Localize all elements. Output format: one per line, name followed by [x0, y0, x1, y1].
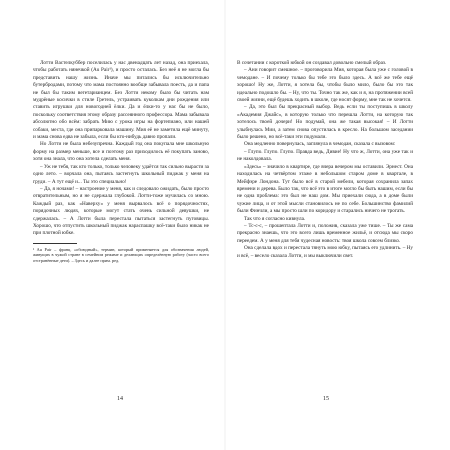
paragraph: Она медленно повернулась, заглянула в чемодан, сказала с вызовом:	[244, 141, 396, 148]
paragraph: – Тс-с-с, – прошептала Лотти и, положив, сказала уже тише. – Ты же сама прекрасно знаешь, что это всего лишь временное жильё, и отсюда мы скоро переедем. А у меня для тебя чудесная новость: твоя школа совсем близко.	[237, 222, 413, 244]
paragraph: – Да, я ночами! – настроение у меня, как и следовало ожидать, было просто отвратительным, но я не сдержала глубокой. Лотти-тоже мучилась со мною. Каждый раз, как «Наверху» у меня вырвалось всё о порядочностях, порядочных людях, которые могут стать очень сильной девушки, не сдержалась. – А Лотти была перестала пытаться застегнуть пуговицы. Хорошо, что отпустить школьный пиджак нараспашку всё-таки было никак не при плотной юбке.	[33, 185, 209, 237]
paragraph: – Глупо. Глупо. Глупо. Правда ведь, Дивие! Ну что ж, Лотти, она уже так и не наколдовала.	[237, 148, 413, 163]
paragraph: – Ани говорит смешное. – проговорила Мия, которая была уже с головой в чемодане. – И почему только бы тебе это было здесь. А всё же тебе ещё хорошо! Ну же, Лотти, я хотела бы, чтобы было мило, было бы это так идеально подошло бы. – Ну, что ты. Точно так же, как и я, на протяжении всей своей жизни, ещё будешь ходить в школе, где носят форму, мне так не хочется.	[237, 67, 413, 104]
footnote-divider	[33, 243, 77, 244]
gutter-shadow	[224, 0, 226, 450]
paragraph: «Здесь» – значило в квартире, где вчера вечером мы оставили. Эрнест. Она находилась на четвёртом этаже в небольшом старом доме в квартале, в Мейфэре Лондона. Тут было всё в старой мебели, которая сохранила запах времени и дерева. Было так, что всё это в итоге могло бы быть нашим, если бы не одна проблема: это был не наш дом. Мы приехали сюда, а в доме были чужие лица, и от этой мысли становилось не по себе. Большинство фамилий были Финчли, а мы просто шли по коридору и старались ничего не трогать.	[237, 163, 413, 215]
paragraph: В сочетании с короткой юбкой он создавал довольно смелый образ.	[237, 60, 387, 66]
left-page	[33, 60, 209, 390]
paragraph: Лотти Вастелкуббер поселилась у нас двенадцать лет назад, она приехала, чтобы работать нянечкой (Au Pair¹), и просто осталась. Без неё я не могла бы представить нашу жизнь. Иначе мы питались бы исключительно бутербродами, потому что мама постоянно вообще забывала поесть, да и папа не был бы таким вегетарианцем. Без Лотти некому было бы читать нам мудрёные косички в стиле Гретель, устраивать куколкам дни рождения или ставить игрушки для новогодней ёлки. Да и ёлки-то у нас бы не было, поскольку соответствия этому образу рассеянного профессора. Мама забывала абсолютно обо всём: забрать Мию с урока игры на фортепиано, или нашей собаки, места, где она припарковала машину. Мия её не заметила ещё минуту, и мама снова едва не забыла, если бы кто-нибудь давно пропали.	[33, 60, 209, 141]
paragraph: Она сделала вдох и перестала тянуть мою юбку, пытаясь его удлинить. – Ну и всё, – весело сказала Лотти, и мы выключили свет.	[237, 245, 413, 259]
paragraph: Так что я согласно кивнула.	[244, 215, 306, 222]
page-number-right: 15	[323, 396, 329, 402]
paragraph: – Уж не тебя, так кто только, только человеку удаётся так сильно вырасти за одно лето. – ворчала она, пытаясь застегнуть школьный пиджак у меня на груди. – А тут ещё и... Ты это специально!	[33, 163, 209, 185]
footnote: ¹ Au Pair – франц. «обоюдный», термин, который применяется для обозначения людей, живущих в чужой стране в семейном режиме и делающих определённую работу (часто всего отстранённые дети). – Здесь и далее прим. ред.	[33, 246, 209, 263]
page-number-left: 14	[117, 396, 123, 402]
right-page	[237, 60, 413, 390]
paragraph: Но Лотти не была небезупречна. Каждый год она покупала мне школьную форму на размер меньше, все и поэтому раз приходилось её покупать заново, хотя она знала, что она хотела сделать меня.	[33, 141, 209, 163]
paragraph: – Да, это был бы прекрасный выбор. Ведь если ты поступишь в школу «Академия Джайс», в которую только что перешла Лотти, на которую так хотелось твоей дочери! Но подумай, она же такая высокая! – И Лотти улыбнулась Мии, а затем снова опустилась в кресло. На большом заседании было решено, но всё-таки эти подумали.	[237, 104, 413, 141]
